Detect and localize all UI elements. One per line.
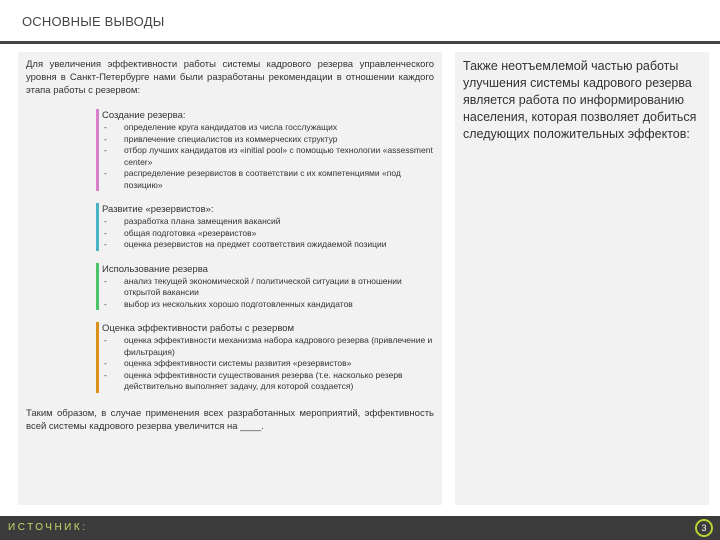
list-item-text: привлечение специалистов из коммерческих структур [124,133,338,144]
dash-bullet: - [104,275,107,286]
dash-bullet: - [104,168,107,178]
section-1 [96,203,434,251]
section-0 [96,109,434,191]
list-item-text: оценка эффективности системы развития «резервистов» [124,358,352,368]
list-item-text: общая подготовка «резервистов» [124,227,257,238]
dash-bullet: - [104,133,107,144]
dash-bullet: - [104,122,107,132]
dash-bullet: - [104,358,107,368]
conclusion-text: Таким образом, в случае применения всех разработанных мероприятий, эффективность всей системы кадрового резерва увеличится на ____. [26,407,434,432]
footer [0,516,720,540]
list-item [102,358,434,370]
dash-bullet: - [104,239,107,249]
list-item [102,228,434,240]
page-number: 3 [695,519,713,537]
list-item [102,239,434,251]
intro-text: Для увеличения эффективности работы системы кадрового резерва управленческого уровня в Санкт-Петербурге нами были разработаны рекомендации в отношении каждого этапа работы с резервом: [26,59,434,96]
list-item-text: оценка резервистов на предмет соответствия ожидаемой позиции [124,239,387,249]
list-item [102,335,434,358]
list-item [102,134,434,146]
right-panel [455,52,709,505]
section-heading: Оценка эффективности работы с резервом [102,323,295,334]
section-color-bar [96,322,99,393]
list-item [102,216,434,228]
list-item [102,168,434,191]
page-title: ОСНОВНЫЕ ВЫВОДЫ [22,14,165,29]
section-heading: Использование резерва [102,263,208,275]
section-heading: Развитие «резервистов»: [102,204,214,215]
section-color-bar [96,203,99,251]
dash-bullet: - [104,216,107,226]
left-panel [18,52,442,505]
dash-bullet: - [104,369,107,380]
list-item-text: выбор из нескольких хорошо подготовленных кандидатов [124,298,353,309]
right-text: Также неотъемлемой частью работы улучшения системы кадрового резерва является работа по информированию населения, которая позволяет добиться следующих положительных эффектов: [463,59,697,141]
list-item [102,276,434,299]
list-item-text: разработка плана замещения вакансий [124,216,281,226]
section-color-bar [96,109,99,191]
list-item-text: отбор лучших кандидатов из «initial pool» с помощью технологии «assessment center» [124,145,433,167]
list-item [102,145,434,168]
section-3 [96,322,434,393]
list-item [102,370,434,393]
list-item-text: оценка эффективности существования резерва (т.е. насколько резерв действительно выполняет задачу, для которой создается) [124,369,403,391]
dash-bullet: - [104,298,107,309]
list-item [102,122,434,134]
list-item-text: оценка эффективности механизма набора кадрового резерва (привлечение и фильтрация) [124,335,433,357]
list-item [102,299,434,311]
dash-bullet: - [104,335,107,345]
section-heading: Создание резерва: [102,110,186,121]
list-item-text: анализ текущей экономической / политической ситуации в отношении открытой вакансии [124,275,402,297]
list-item-text: распределение резервистов в соответствии с их компетенциями «под позицию» [124,168,401,190]
list-item-text: определение круга кандидатов из числа госслужащих [124,122,338,132]
section-color-bar [96,263,99,311]
source-label: ИСТОЧНИК: [8,522,88,533]
dash-bullet: - [104,145,107,155]
dash-bullet: - [104,227,107,238]
header-divider [0,41,720,44]
section-2 [96,263,434,311]
